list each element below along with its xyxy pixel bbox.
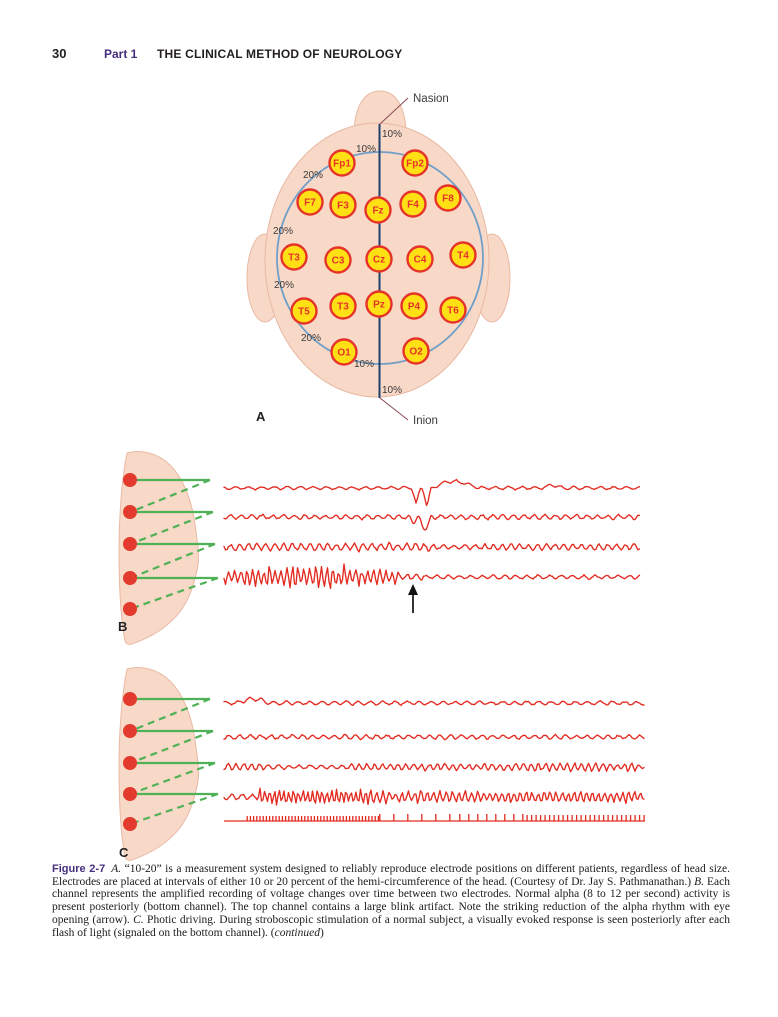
electrode-label: T5 bbox=[298, 306, 310, 318]
electrode-label: Cz bbox=[372, 254, 386, 266]
percent-label: 20% bbox=[273, 226, 294, 237]
scalp-electrode-dot bbox=[123, 473, 137, 487]
figure-caption-label: Figure 2-7 bbox=[52, 863, 106, 875]
electrode-label: C4 bbox=[413, 254, 427, 266]
caption-segment: A. bbox=[111, 863, 125, 875]
scalp-electrode-dot bbox=[123, 817, 137, 831]
eeg-trace-b1 bbox=[224, 480, 640, 506]
panel-b-label: B bbox=[118, 619, 128, 634]
inion-label: Inion bbox=[413, 415, 438, 427]
percent-label: 10% bbox=[356, 144, 377, 155]
nasion-label: Nasion bbox=[413, 93, 449, 105]
eeg-trace-b2 bbox=[224, 514, 640, 530]
scalp-electrode-dot bbox=[123, 787, 137, 801]
percent-label: 20% bbox=[274, 280, 295, 291]
percent-label: 20% bbox=[301, 333, 322, 344]
figure-caption bbox=[52, 863, 730, 939]
photic-stimulus-trace bbox=[224, 814, 645, 821]
electrode-label: F3 bbox=[337, 200, 349, 212]
figure-caption-text bbox=[52, 863, 730, 939]
scalp-electrode-dot bbox=[123, 724, 137, 738]
percent-label: 10% bbox=[382, 385, 403, 396]
electrode-label: F7 bbox=[304, 197, 316, 209]
electrode-label: C3 bbox=[331, 255, 345, 267]
electrode-label: F4 bbox=[407, 199, 419, 211]
eeg-trace-b3 bbox=[224, 542, 640, 552]
caption-segment: B. bbox=[694, 875, 704, 888]
electrode-label: T4 bbox=[457, 250, 469, 262]
electrode-label: Fz bbox=[372, 205, 384, 217]
eeg-trace-c4 bbox=[224, 788, 644, 805]
electrode-label: O1 bbox=[337, 347, 351, 359]
percent-label: 20% bbox=[303, 170, 324, 181]
electrode-label: Pz bbox=[373, 299, 385, 311]
scalp-electrode-dot bbox=[123, 602, 137, 616]
eeg-trace-c3 bbox=[224, 763, 644, 772]
page-number: 30 bbox=[52, 46, 67, 61]
electrode-label: T3 bbox=[337, 301, 349, 313]
caption-segment: Photic driving. During stroboscopic stimulation of a normal subject, a visually evoked response is seen posteriorly after each flash of light (signaled on the bottom channel). ( bbox=[52, 913, 730, 939]
electrode-label: P4 bbox=[407, 301, 421, 313]
electrode-label: O2 bbox=[409, 346, 423, 358]
scalp-electrode-dot bbox=[123, 537, 137, 551]
electrode-label: F8 bbox=[442, 193, 454, 205]
electrode-label: Fp1 bbox=[333, 158, 351, 170]
eeg-trace-c2 bbox=[224, 734, 644, 739]
scalp-electrode-dot bbox=[123, 571, 137, 585]
nose bbox=[354, 91, 406, 128]
eye-opening-arrow-head bbox=[408, 584, 418, 595]
caption-segment: Each channel represents the amplified recording of voltage changes over time between two electrodes. Normal alpha (8 to 12 per second) activity is present posteriorly (bottom channel). The top channel contains a large blink artifact. Note the striking reduction of the alpha rhythm with eye opening (arrow). bbox=[52, 875, 730, 926]
electrode-label: T3 bbox=[288, 252, 300, 264]
percent-label: 10% bbox=[382, 129, 403, 140]
caption-segment: “10-20” is a measurement system designed to reliably reproduce electrode positions on different patients, regardless of head size. Electrodes are placed at intervals of either 10 or 20 percent of the hemi-circumference of the head. (Courtesy of Dr. Jay S. Pathmanathan.) bbox=[52, 863, 730, 888]
scalp-electrode-dot bbox=[123, 756, 137, 770]
electrode-label: Fp2 bbox=[406, 158, 424, 170]
part-title: THE CLINICAL METHOD OF NEUROLOGY bbox=[157, 47, 403, 61]
percent-label: 10% bbox=[354, 359, 375, 370]
part-label: Part 1 bbox=[104, 47, 138, 61]
scalp-electrode-dot bbox=[123, 692, 137, 706]
eeg-trace-c1 bbox=[224, 697, 644, 705]
caption-segment: continued bbox=[274, 926, 320, 939]
caption-segment: C. bbox=[133, 913, 144, 926]
eeg-trace-b4 bbox=[224, 564, 640, 588]
panel-c-label: C bbox=[119, 845, 129, 860]
scalp-electrode-dot bbox=[123, 505, 137, 519]
caption-segment: ) bbox=[319, 926, 324, 939]
electrode-label: T6 bbox=[447, 305, 459, 317]
inion-pointer-line bbox=[380, 398, 408, 420]
panel-a-label: A bbox=[256, 409, 266, 424]
